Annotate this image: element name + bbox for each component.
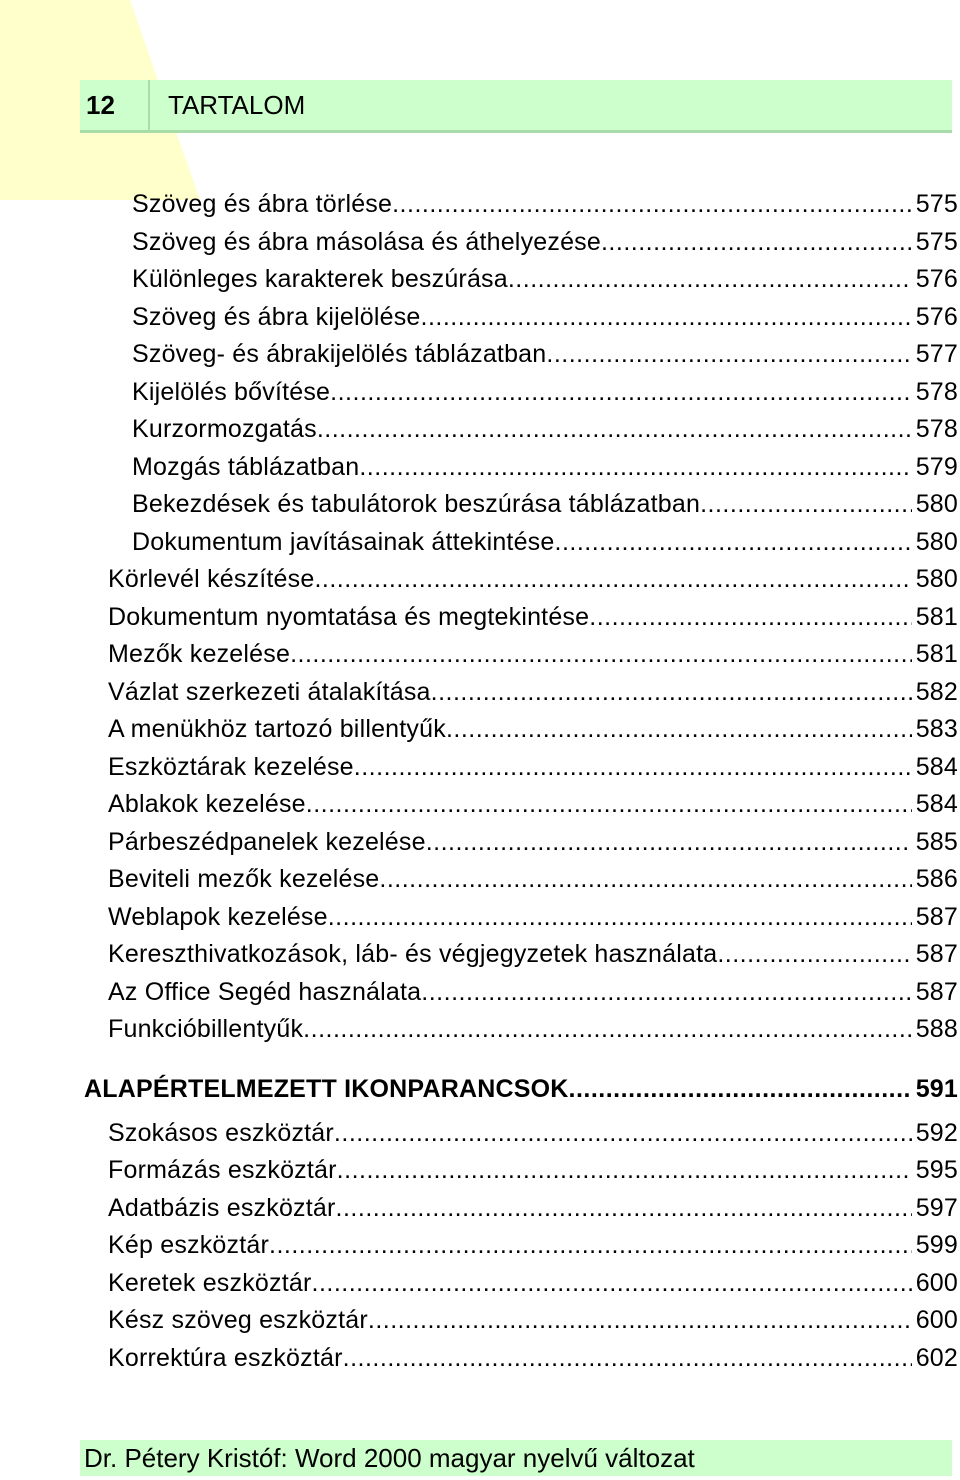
toc-entry-page: 579 — [915, 452, 958, 481]
toc-leader-dots — [421, 974, 911, 1011]
toc-leader-dots — [569, 1071, 912, 1108]
toc-entry-page: 587 — [915, 940, 958, 968]
toc-entry — [132, 486, 960, 523]
toc-entry-page: 592 — [915, 1118, 958, 1147]
toc-leader-dots — [431, 674, 912, 711]
toc-entry-page: 576 — [915, 302, 958, 331]
toc-leader-dots — [508, 261, 912, 298]
toc-leader-dots — [343, 1340, 912, 1377]
toc-entry-page: 580 — [915, 490, 958, 518]
toc-entry-page: 600 — [915, 1306, 958, 1334]
toc-entry-label: Körlevél készítése — [108, 565, 315, 593]
toc-entry-page: 587 — [915, 977, 958, 1006]
toc-entry-page: 602 — [915, 1343, 958, 1372]
toc-leader-dots — [337, 1152, 912, 1189]
toc-entry-page: 581 — [915, 602, 958, 631]
toc-entry-page: 577 — [915, 340, 958, 368]
toc-leader-dots — [426, 824, 912, 861]
toc-entry-page: 588 — [915, 1015, 958, 1043]
page-header — [80, 80, 952, 133]
toc-entry-label: Korrektúra eszköztár — [108, 1343, 343, 1372]
toc-entry — [108, 674, 960, 711]
toc-entry-page: 578 — [915, 377, 958, 406]
toc-entry-page: 586 — [915, 865, 958, 893]
toc-leader-dots — [303, 1011, 912, 1048]
toc-leader-dots — [359, 449, 911, 486]
toc-entry-label: Kereszthivatkozások, láb- és végjegyzetek használata — [108, 940, 718, 968]
toc-entry-page: 583 — [915, 715, 958, 743]
toc-entry-label: Bekezdések és tabulátorok beszúrása táblázatban — [132, 490, 701, 518]
toc-entry-label: ALAPÉRTELMEZETT IKONPARANCSOK — [84, 1074, 569, 1103]
toc-entry-label: Szöveg- és ábrakijelölés táblázatban — [132, 340, 547, 368]
toc-leader-dots — [601, 224, 912, 261]
toc-entry — [108, 936, 960, 973]
toc-entry — [108, 861, 960, 898]
toc-entry — [108, 1115, 960, 1152]
toc-entry-page: 587 — [915, 902, 958, 931]
toc-entry — [108, 1190, 960, 1227]
toc-entry-page: 582 — [915, 677, 958, 706]
toc-leader-dots — [421, 299, 912, 336]
toc-entry — [108, 786, 960, 823]
toc-entry-label: Párbeszédpanelek kezelése — [108, 827, 426, 856]
toc-entry — [108, 1302, 960, 1339]
toc-entry — [132, 524, 960, 561]
toc-entry — [132, 411, 960, 448]
toc-entry-page: 576 — [915, 265, 958, 293]
toc-leader-dots — [392, 186, 912, 223]
toc-leader-dots — [269, 1227, 912, 1264]
toc-leader-dots — [700, 486, 912, 523]
toc-entry-page: 580 — [915, 527, 958, 556]
toc-entry — [108, 711, 960, 748]
toc-entry-page: 578 — [915, 415, 958, 443]
toc-leader-dots — [290, 636, 912, 673]
toc-entry-label: Funkcióbillentyűk — [108, 1015, 304, 1043]
toc-entry-label: Kurzormozgatás — [132, 415, 317, 443]
toc-entry-page: 584 — [915, 752, 958, 781]
toc-entry-page: 575 — [915, 227, 958, 256]
toc-entry — [108, 1340, 960, 1377]
toc-entry-label: Az Office Segéd használata — [108, 977, 422, 1006]
toc-leader-dots — [368, 1302, 912, 1339]
toc-entry — [132, 374, 960, 411]
toc-entry — [132, 224, 960, 261]
toc-entry-label: Szöveg és ábra törlése — [132, 190, 393, 218]
toc-entry — [84, 1071, 960, 1108]
toc-leader-dots — [717, 936, 911, 973]
toc-leader-dots — [330, 374, 912, 411]
toc-leader-dots — [555, 524, 912, 561]
toc-leader-dots — [312, 1265, 912, 1302]
toc-leader-dots — [546, 336, 911, 373]
toc-leader-dots — [306, 786, 912, 823]
toc-entry-page: 591 — [915, 1074, 958, 1103]
toc-entry-label: Szöveg és ábra kijelölése — [132, 302, 421, 331]
toc-entry-label: Szöveg és ábra másolása és áthelyezése — [132, 227, 601, 256]
page-footer: Dr. Pétery Kristóf: Word 2000 magyar nyelvű változat — [80, 1440, 952, 1476]
toc-entry-page: 584 — [915, 790, 958, 818]
toc-entry-label: Eszköztárak kezelése — [108, 752, 354, 781]
toc-entry-label: Dokumentum javításainak áttekintése — [132, 527, 555, 556]
toc-entry-label: Mozgás táblázatban — [132, 452, 360, 481]
toc-entry-label: Formázás eszköztár — [108, 1156, 337, 1184]
toc-entry — [108, 1265, 960, 1302]
toc-leader-dots — [328, 899, 912, 936]
toc-entry — [108, 749, 960, 786]
toc-entry — [108, 899, 960, 936]
toc-entry — [108, 599, 960, 636]
toc-entry — [132, 186, 960, 223]
toc-entry-label: Különleges karakterek beszúrása — [132, 265, 508, 293]
toc-leader-dots — [314, 561, 911, 598]
toc-entry-page: 595 — [915, 1156, 958, 1184]
toc-entry-page: 580 — [915, 565, 958, 593]
toc-entry-label: A menükhöz tartozó billentyűk — [108, 715, 446, 743]
toc-entry-label: Keretek eszköztár — [108, 1268, 312, 1297]
toc-entry-label: Mezők kezelése — [108, 640, 291, 668]
toc-entry-label: Adatbázis eszköztár — [108, 1193, 336, 1222]
toc-entry-page: 597 — [915, 1193, 958, 1222]
toc-entry — [108, 824, 960, 861]
toc-entry-page: 599 — [915, 1231, 958, 1259]
toc-leader-dots — [334, 1115, 912, 1152]
toc-entry-label: Szokásos eszköztár — [108, 1118, 334, 1147]
toc-leader-dots — [354, 749, 912, 786]
toc-entry-label: Vázlat szerkezeti átalakítása — [108, 677, 431, 706]
toc-entry-label: Weblapok kezelése — [108, 902, 328, 931]
toc-entry — [132, 449, 960, 486]
toc-entry — [108, 636, 960, 673]
toc-entry-label: Kép eszköztár — [108, 1231, 270, 1259]
toc-entry — [108, 974, 960, 1011]
toc-leader-dots — [589, 599, 911, 636]
page-number: 12 — [80, 80, 150, 130]
toc-entry — [108, 1011, 960, 1048]
toc-entry-page: 585 — [915, 827, 958, 856]
toc-leader-dots — [446, 711, 912, 748]
toc-leader-dots — [336, 1190, 912, 1227]
toc-entry — [108, 1152, 960, 1189]
toc-entry-label: Kijelölés bővítése — [132, 377, 331, 406]
toc-entry-label: Beviteli mezők kezelése — [108, 865, 380, 893]
toc-leader-dots — [379, 861, 911, 898]
toc-entry-label: Ablakok kezelése — [108, 790, 306, 818]
toc-entry-page: 581 — [915, 640, 958, 668]
toc-entry — [132, 261, 960, 298]
toc-entry-page: 600 — [915, 1268, 958, 1297]
toc-entry-label: Kész szöveg eszköztár — [108, 1306, 368, 1334]
toc-entry-page: 575 — [915, 190, 958, 218]
toc-entry — [132, 299, 960, 336]
toc-entry — [108, 561, 960, 598]
toc-entry-label: Dokumentum nyomtatása és megtekintése — [108, 602, 590, 631]
page-title: TARTALOM — [168, 89, 306, 120]
toc-leader-dots — [317, 411, 912, 448]
toc-entry — [108, 1227, 960, 1264]
toc-entry — [132, 336, 960, 373]
